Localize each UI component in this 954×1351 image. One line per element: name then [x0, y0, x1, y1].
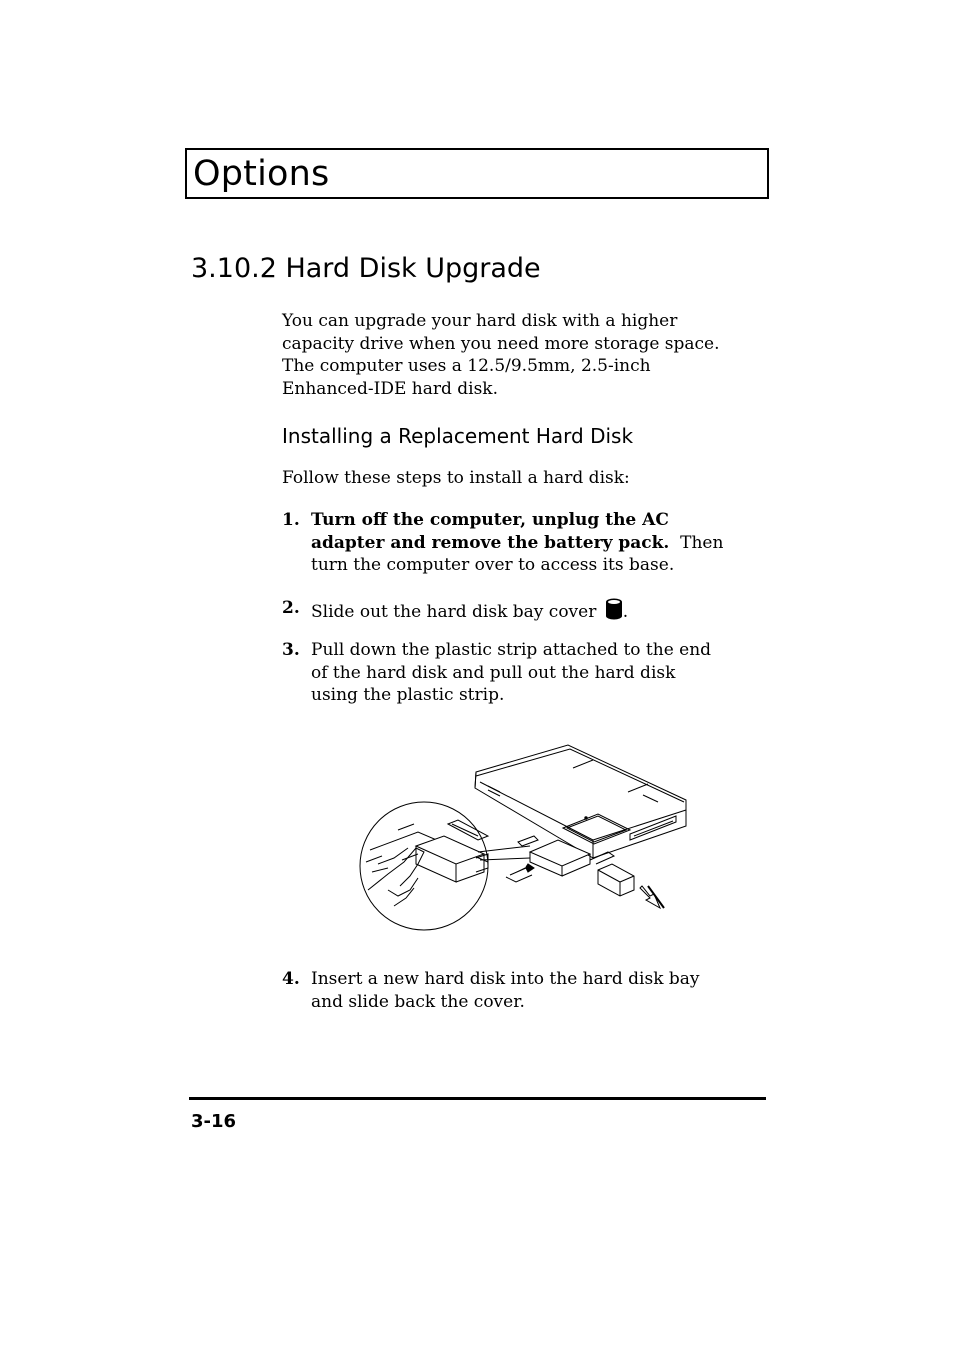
intro-line: You can upgrade your hard disk with a higher — [282, 311, 678, 331]
step-text — [311, 597, 762, 624]
chapter-header-box — [185, 148, 769, 199]
footer-rule — [189, 1097, 766, 1100]
steps-lead: Follow these steps to install a hard disk: — [282, 468, 630, 488]
step-line: using the plastic strip. — [311, 685, 505, 705]
step-text — [311, 509, 762, 577]
step-text-tail: Then — [680, 532, 724, 553]
chapter-title: Options — [193, 154, 330, 194]
intro-line: Enhanced-IDE hard disk. — [282, 378, 499, 399]
step-number: 2. — [282, 598, 300, 618]
step-line: Pull down the plastic strip attached to the end — [311, 640, 712, 660]
step-2 — [282, 597, 762, 624]
hard-disk-removal-illustration — [358, 740, 698, 935]
step-1 — [282, 509, 762, 577]
step-4 — [282, 968, 762, 1013]
step-text-rest: turn the computer over to access its base. — [311, 555, 675, 575]
section-title: 3.10.2 Hard Disk Upgrade — [191, 253, 541, 284]
step-3 — [282, 639, 762, 707]
step-number: 3. — [282, 640, 300, 660]
step-text — [311, 968, 762, 1013]
hard-disk-icon — [605, 597, 623, 621]
step-number: 4. — [282, 969, 300, 989]
step-text — [311, 639, 762, 707]
page-number: 3-16 — [191, 1111, 237, 1132]
intro-paragraph — [282, 310, 762, 400]
intro-line: capacity drive when you need more storage space. — [282, 333, 720, 354]
step-bold-line: Turn off the computer, unplug the AC — [311, 510, 669, 530]
step-line: Insert a new hard disk into the hard disk bay — [311, 969, 700, 989]
step-bold-line: adapter and remove the battery pack. — [311, 532, 670, 553]
step-line: of the hard disk and pull out the hard disk — [311, 662, 676, 683]
step-text-suffix: . — [622, 602, 629, 622]
step-number: 1. — [282, 510, 300, 530]
step-line: and slide back the cover. — [311, 991, 525, 1012]
step-text-main: Slide out the hard disk bay cover — [311, 602, 597, 622]
intro-line: The computer uses a 12.5/9.5mm, 2.5-inch — [282, 356, 651, 376]
subsection-title: Installing a Replacement Hard Disk — [282, 424, 634, 448]
